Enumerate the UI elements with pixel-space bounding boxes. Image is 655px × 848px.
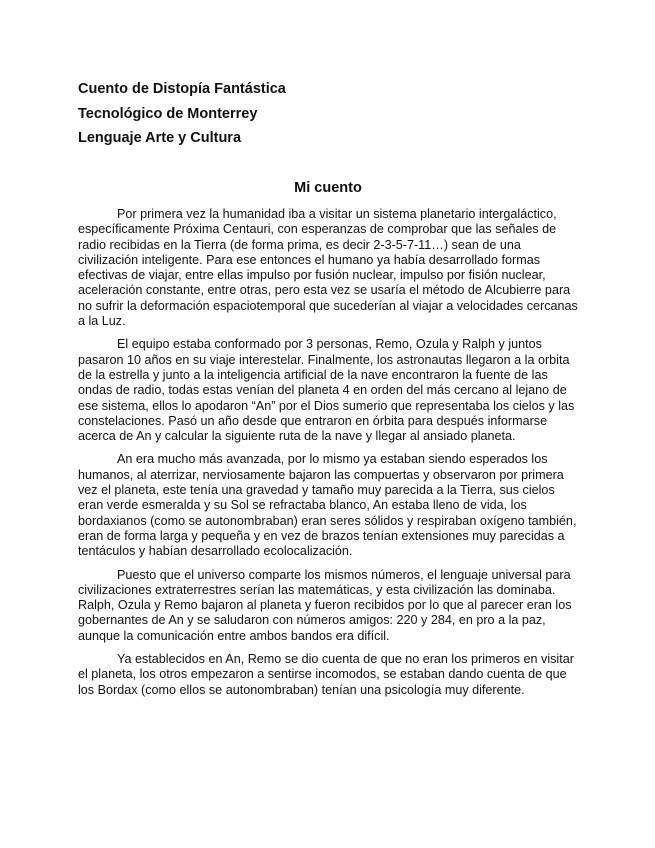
- paragraph-2: El equipo estaba conformado por 3 personas, Remo, Ozula y Ralph y juntos pasaron 10 años en su viaje interestelar. Finalmente, los astronautas llegaron a la orbita de la estrella y junto a la inteligencia artificial de la nave encontraron la fuente de las ondas de radio, todas estas venían del planeta 4 en orden del más cercano al lejano de ese sistema, ellos lo apodaron “An” por el Dios sumerio que representaba los cielos y las constelaciones. Pasó un año desde que entraron en órbita para después informarse acerca de An y calcular la siguiente ruta de la nave y llegar al ansiado planeta.: [78, 337, 575, 444]
- document-header: [78, 77, 578, 151]
- header-course-title: Cuento de Distopía Fantástica: [78, 81, 286, 97]
- header-subject: Lenguaje Arte y Cultura: [78, 130, 242, 146]
- paragraph-3: An era mucho más avanzada, por lo mismo ya estaban siendo esperados los humanos, al aterrizar, nerviosamente bajaron las compuertas y observaron por primera vez el planeta, este tenía una gravedad y tamaño muy parecida a la Tierra, sus cielos eran verde esmeralda y su Sol se refractaba blanco, An estaba lleno de vida, los bordaxianos (como se autonombraban) eran seres sólidos y respiraban oxígeno también, eran de forma larga y pequeña y en vez de brazos tenían extensiones muy parecidas a tentáculos y habían desarrollado ecolocalización.: [78, 452, 577, 559]
- story-body: [78, 207, 578, 706]
- header-institution: Tecnológico de Monterrey: [78, 105, 258, 122]
- paragraph-4: Puesto que el universo comparte los mismos números, el lenguaje universal para civilizaciones extraterrestres serían las matemáticas, y esta civilización las dominaba. Ralph, Ozula y Remo bajaron al planeta y fueron recibidos por lo que al parecer eran los gobernantes de An y se saludaron con números amigos: 220 y 284, en pro a la paz, aunque la comunicación entre ambos bandos era difícil.: [78, 567, 572, 643]
- story-title: Mi cuento: [294, 180, 362, 196]
- paragraph-5: Ya establecidos en An, Remo se dio cuenta de que no eran los primeros en visitar el planeta, los otros empezaron a sentirse incomodos, se estaban dando cuenta de que los Bordax (como ellos se autonombraban) tenían una psicología muy diferente.: [78, 652, 574, 697]
- paragraph-1: Por primera vez la humanidad iba a visitar un sistema planetario intergaláctico, específicamente Próxima Centauri, con esperanzas de comprobar que las señales de radio recibidas en la Tierra (de forma prima, es decir 2-3-5-7-11…) sean de una civilización inteligente. Para ese entonces el humano ya había desarrollado formas efectivas de viajar, entre ellas impulso por fusión nuclear, impulso por fisión nuclear, aceleración constante, entre otras, pero esta vez se usaría el método de Alcubierre para no sufrir la deformación espaciotemporal que sucederían al viajar a velocidades cercanas a la Luz.: [78, 207, 578, 329]
